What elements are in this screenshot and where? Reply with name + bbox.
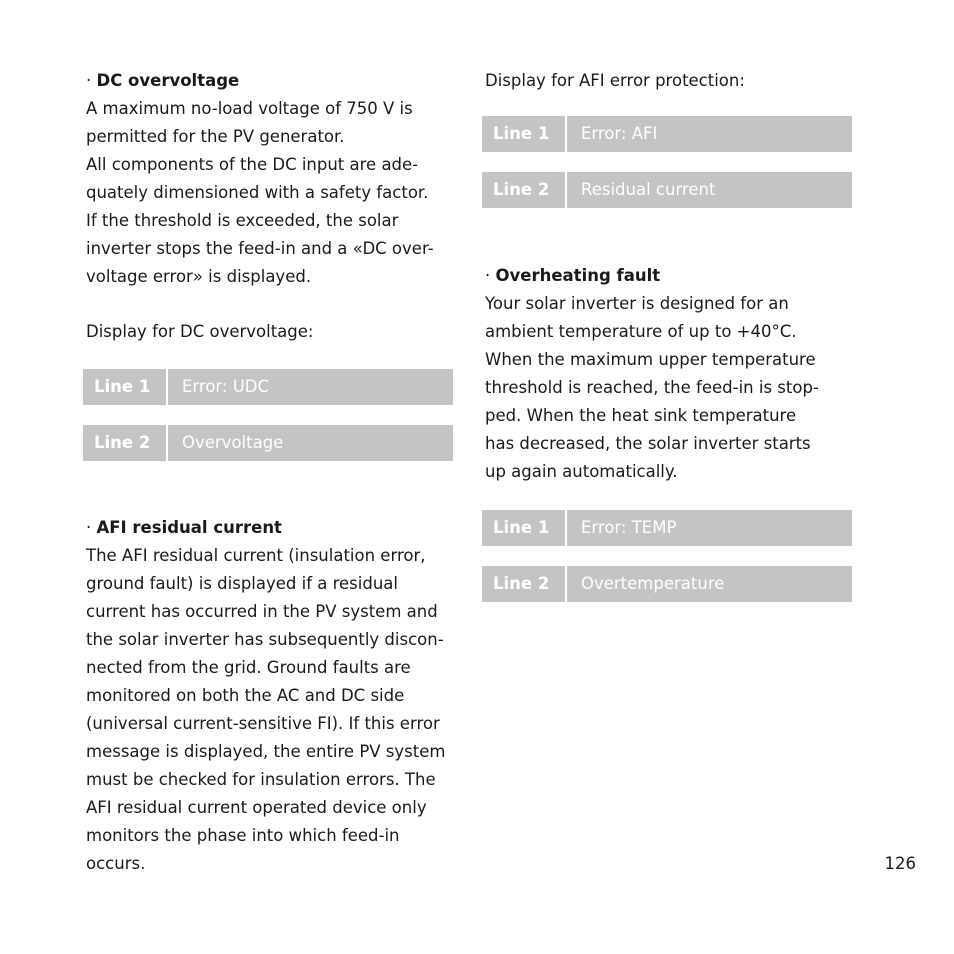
overheating-heading [485,262,660,290]
afi-residual-heading [86,514,282,542]
page-number: 126 [884,854,916,873]
row-label: Line 1 [83,369,168,405]
body-line: ground fault) is displayed if a residual [86,574,398,593]
body-line: A maximum no-load voltage of 750 V is [86,99,413,118]
row-label: Line 2 [83,425,168,461]
afi-display-label: Display for AFI error protection: [485,71,745,90]
body-line: Your solar inverter is designed for an [485,294,789,313]
body-line: The AFI residual current (insulation error, [86,546,426,565]
body-line: threshold is reached, the feed-in is stop- [485,378,819,397]
heading-text: AFI residual current [96,518,282,537]
dc-table-row-1 [83,369,453,405]
body-line: ped. When the heat sink temperature [485,406,797,425]
row-label: Line 2 [482,172,567,208]
overheating-body [485,290,819,486]
heading-text: DC overvoltage [96,71,240,90]
row-value: Overvoltage [182,433,284,452]
dc-overvoltage-heading [86,67,239,95]
body-line: occurs. [86,854,146,873]
body-line: message is displayed, the entire PV system [86,742,446,761]
body-line: voltage error» is displayed. [86,267,312,286]
body-line: All components of the DC input are ade- [86,155,419,174]
row-label: Line 2 [482,566,567,602]
body-line: permitted for the PV generator. [86,127,345,146]
body-line: monitors the phase into which feed-in [86,826,400,845]
body-line: AFI residual current operated device only [86,798,427,817]
body-line: (universal current-sensitive FI). If this error [86,714,440,733]
body-line: monitored on both the AC and DC side [86,686,405,705]
body-line: current has occurred in the PV system and [86,602,438,621]
body-line: nected from the grid. Ground faults are [86,658,411,677]
row-value: Error: UDC [182,377,270,396]
bullet: · [485,266,496,285]
row-value: Error: TEMP [581,518,677,537]
body-line: inverter stops the feed-in and a «DC over- [86,239,434,258]
row-value: Error: AFI [581,124,658,143]
body-line: quately dimensioned with a safety factor. [86,183,429,202]
heat-table-row-2 [482,566,852,602]
body-line: ambient temperature of up to +40°C. [485,322,797,341]
afi-residual-body [86,542,445,878]
dc-table-row-2 [83,425,453,461]
row-value: Residual current [581,180,716,199]
row-value: Overtemperature [581,574,725,593]
row-label: Line 1 [482,116,567,152]
body-line: up again automatically. [485,462,678,481]
afi-table-row-2 [482,172,852,208]
body-line: has decreased, the solar inverter starts [485,434,811,453]
afi-table-row-1 [482,116,852,152]
dc-overvoltage-body [86,95,434,291]
body-line: the solar inverter has subsequently discon- [86,630,444,649]
heat-table-row-1 [482,510,852,546]
bullet: · [86,518,97,537]
heading-text: Overheating fault [495,266,661,285]
dc-display-label: Display for DC overvoltage: [86,322,314,341]
bullet: · [86,71,97,90]
body-line: must be checked for insulation errors. The [86,770,436,789]
body-line: When the maximum upper temperature [485,350,816,369]
row-label: Line 1 [482,510,567,546]
body-line: If the threshold is exceeded, the solar [86,211,399,230]
